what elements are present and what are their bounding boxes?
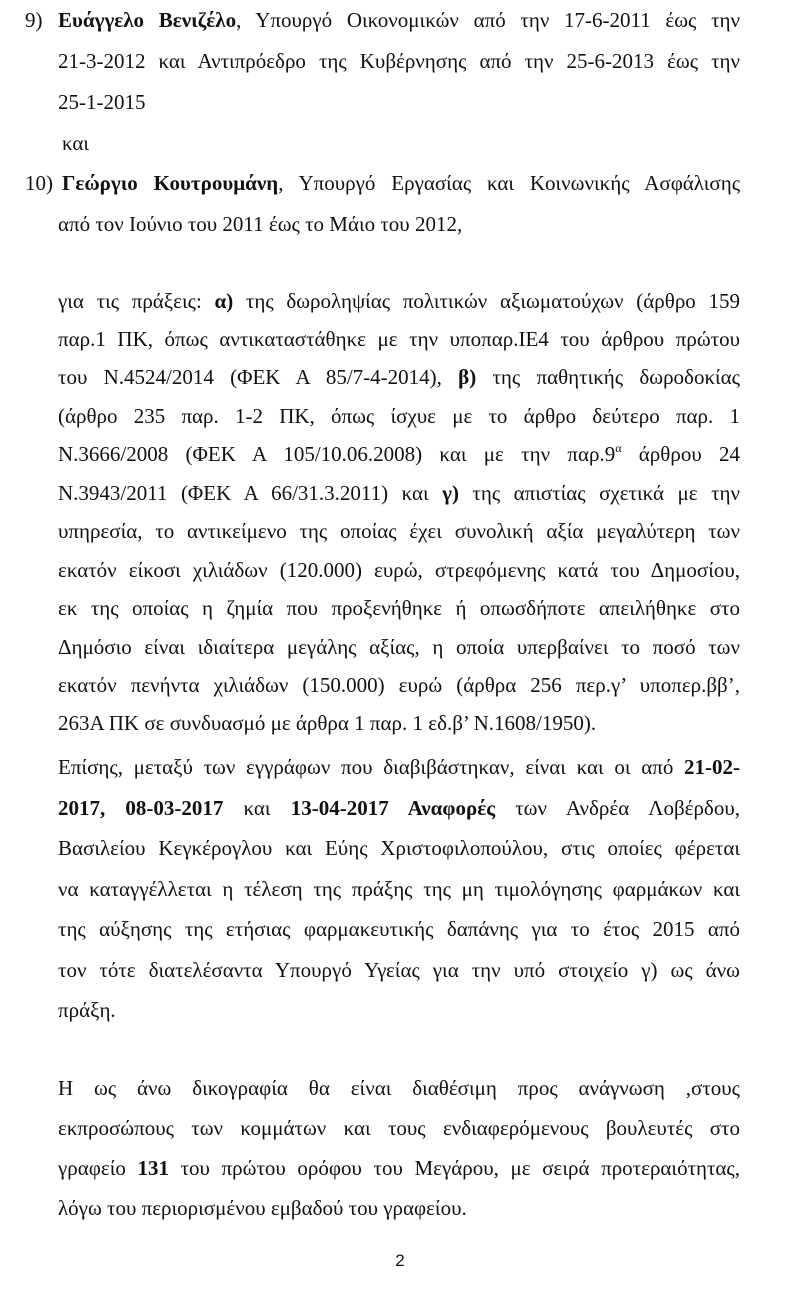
- item-9-line-1: Ευάγγελο Βενιζέλο, Υπουργό Οικονομικών από την 17-6-2011 έως την: [58, 8, 740, 32]
- acts-line-7: υπηρεσία, το αντικείμενο της οποίας έχει συνολική αξία μεγαλύτερη των: [58, 519, 740, 543]
- item-9-line-3: 25-1-2015: [58, 90, 146, 114]
- acts-line-1: για τις πράξεις: α) της δωροληψίας πολιτικών αξιωματούχων (άρθρο 159: [58, 289, 740, 313]
- availability-line-1: Η ως άνω δικογραφία θα είναι διαθέσιμη προς ανάγνωση ,στους: [58, 1076, 740, 1100]
- acts-line-11: εκατόν πενήντα χιλιάδων (150.000) ευρώ (άρθρα 256 περ.γ’ υποπερ.ββ’,: [58, 673, 740, 697]
- acts-line-4: (άρθρο 235 παρ. 1-2 ΠΚ, όπως ίσχυε με το άρθρο δεύτερο παρ. 1: [58, 404, 740, 428]
- item-9-line-2: 21-3-2012 και Αντιπρόεδρο της Κυβέρνησης από την 25-6-2013 έως την: [58, 49, 740, 73]
- acts-line-5: Ν.3666/2008 (ΦΕΚ Α 105/10.06.2008) και με την $\pi\alpha\rho.9^\alpha$ άρθρου 24: [58, 441, 741, 466]
- reports-line-2: 2017, 08-03-2017 και 13-04-2017 Αναφορές των Ανδρέα Λοβέρδου,: [58, 796, 740, 820]
- item-10-line-1: Γεώργιο Κουτρουμάνη, Υπουργό Εργασίας και Κοινωνικής Ασφάλισης: [62, 171, 741, 195]
- item-9-name: Ευάγγελο Βενιζέλο: [58, 8, 237, 32]
- item-10-name: Γεώργιο Κουτρουμάνη: [62, 171, 279, 195]
- item-9-number: 9): [25, 8, 43, 32]
- office-number: 131: [137, 1156, 169, 1180]
- reports-line-1: Επίσης, μεταξύ των εγγράφων που διαβιβάστηκαν, είναι και οι από 21-02-: [58, 755, 740, 779]
- item-10-line-2: από τον Ιούνιο του 2011 έως το Μάιο του 2012,: [58, 212, 463, 236]
- page-number: 2: [395, 1251, 405, 1270]
- acts-line-8: εκατόν είκοσι χιλιάδων (120.000) ευρώ, στρεφόμενης κατά του Δημοσίου,: [58, 558, 740, 582]
- reports-line-6: τον τότε διατελέσαντα Υπουργό Υγείας για την υπό στοιχείο γ) ως άνω: [58, 958, 740, 982]
- acts-line-12: 263Α ΠΚ σε συνδυασμό με άρθρα 1 παρ. 1 εδ.β’ Ν.1608/1950).: [58, 711, 597, 735]
- acts-line-9: εκ της οποίας η ζημία που προξενήθηκε ή οπωσδήποτε απειλήθηκε στο: [58, 596, 740, 620]
- availability-line-3: γραφείο 131 του πρώτου ορόφου του Μεγάρου, με σειρά προτεραιότητας,: [58, 1156, 741, 1180]
- conjunction: και: [62, 131, 90, 155]
- reports-line-4: να καταγγέλλεται η τέλεση της πράξης της μη τιμολόγησης φαρμάκων και: [58, 877, 740, 901]
- acts-line-10: Δημόσιο είναι ιδιαίτερα μεγάλης αξίας, η οποία υπερβαίνει το ποσό των: [58, 635, 740, 659]
- availability-line-4: λόγω του περιορισμένου εμβαδού του γραφείου.: [58, 1196, 467, 1220]
- reports-line-7: πράξη.: [58, 998, 116, 1022]
- availability-line-2: εκπροσώπους των κομμάτων και τους ενδιαφερόμενους βουλευτές στο: [58, 1116, 740, 1140]
- acts-line-2: παρ.1 ΠΚ, όπως αντικαταστάθηκε με την υποπαρ.ΙΕ4 του άρθρου πρώτου: [58, 327, 740, 351]
- reports-line-5: της αύξησης της ετήσιας φαρμακευτικής δαπάνης για το έτος 2015 από: [58, 917, 740, 941]
- acts-line-3: του Ν.4524/2014 (ΦΕΚ Α 85/7-4-2014), β) της παθητικής δωροδοκίας: [58, 365, 740, 389]
- acts-line-6: Ν.3943/2011 (ΦΕΚ Α 66/31.3.2011) και γ) της απιστίας σχετικά με την: [58, 481, 740, 505]
- item-10-number: 10): [25, 171, 53, 195]
- reports-line-3: Βασιλείου Κεγκέρογλου και Εύης Χριστοφιλοπούλου, στις οποίες φέρεται: [58, 836, 740, 860]
